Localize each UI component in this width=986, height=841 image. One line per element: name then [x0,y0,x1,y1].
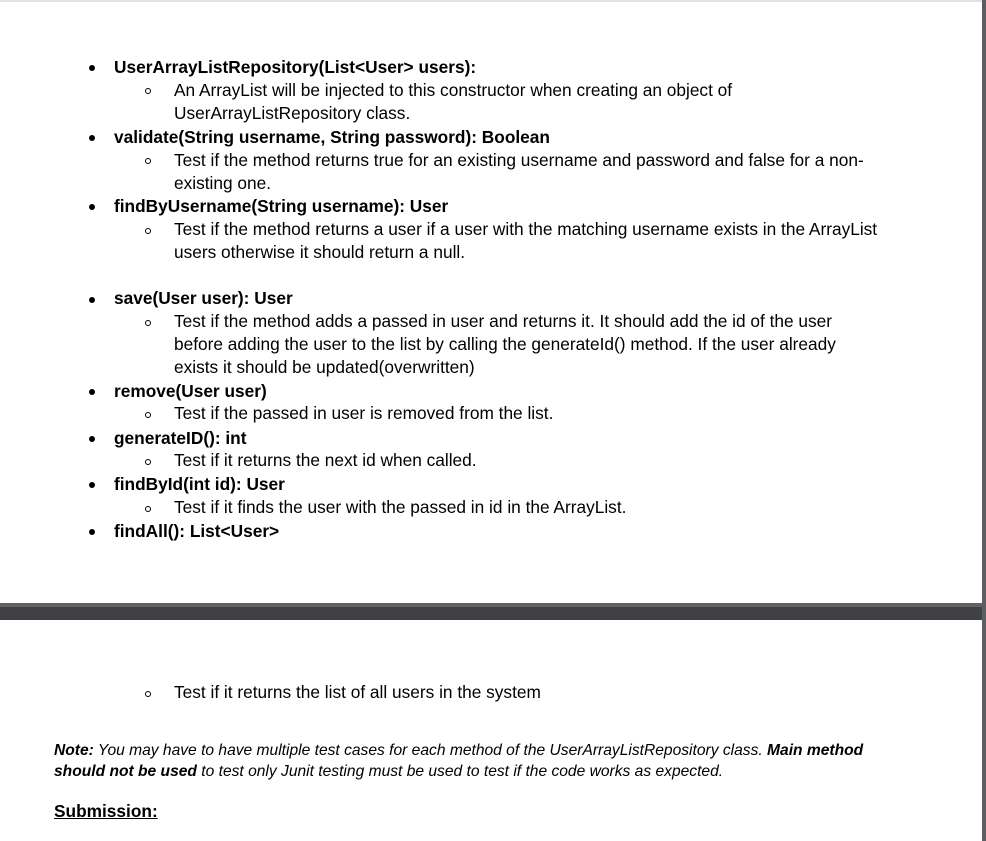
sub-bullet-icon [145,320,151,326]
page-top-border [0,0,986,2]
method-description: Test if it returns the list of all users in the system [174,682,541,702]
note-paragraph [54,740,863,761]
method-description: UserArrayListRepository class. [174,103,411,123]
method-description: Test if it finds the user with the passed in id in the ArrayList. [174,497,627,517]
method-signature-generate-id: generateID(): int [114,428,247,448]
bullet-icon [89,204,95,210]
sub-bullet-icon [145,459,151,465]
method-description: before adding the user to the list by calling the generateId() method. If the user already [174,334,836,354]
note-label: Note: [54,742,94,759]
method-description: users otherwise it should return a null. [174,242,466,262]
sub-bullet-icon [145,506,151,512]
method-description: An ArrayList will be injected to this constructor when creating an object of [174,80,733,100]
submission-heading: Submission: [54,801,158,821]
method-signature-find-all: findAll(): List<User> [114,521,280,541]
sub-bullet-icon [145,691,151,697]
bullet-icon [89,389,95,395]
page-gap [0,603,986,620]
viewer-right-edge [982,0,986,841]
method-description: Test if the passed in user is removed from the list. [174,403,554,423]
sub-bullet-icon [145,158,151,164]
bullet-icon [89,529,95,535]
bullet-icon [89,65,95,71]
sub-bullet-icon [145,412,151,418]
note-text: You may have to have multiple test cases for each method of the UserArrayListRepository class. [93,742,768,759]
note-paragraph-line2 [54,761,723,782]
method-signature-save: save(User user): User [114,288,293,308]
note-text: to test only Junit testing must be used to test if the code works as expected. [196,763,724,780]
method-description: Test if the method adds a passed in user and returns it. It should add the id of the user [174,311,833,331]
note-emphasis: Main method [767,742,864,759]
bullet-icon [89,482,95,488]
bullet-icon [89,135,95,141]
method-description: existing one. [174,173,272,193]
method-description: Test if the method returns true for an existing username and password and false for a non- [174,150,864,170]
method-signature-remove: remove(User user) [114,381,267,401]
method-signature-find-by-username: findByUsername(String username): User [114,196,449,216]
method-signature-constructor: UserArrayListRepository(List<User> users): [114,57,477,77]
sub-bullet-icon [145,88,151,94]
method-signature-find-by-id: findById(int id): User [114,474,285,494]
method-description: Test if the method returns a user if a user with the matching username exists in the ArrayList [174,219,878,239]
method-description: Test if it returns the next id when called. [174,450,477,470]
bullet-icon [89,297,95,303]
bullet-icon [89,436,95,442]
method-description: exists it should be updated(overwritten) [174,357,475,377]
sub-bullet-icon [145,228,151,234]
note-emphasis: should not be used [54,763,197,780]
method-signature-validate: validate(String username, String password): Boolean [114,127,550,147]
